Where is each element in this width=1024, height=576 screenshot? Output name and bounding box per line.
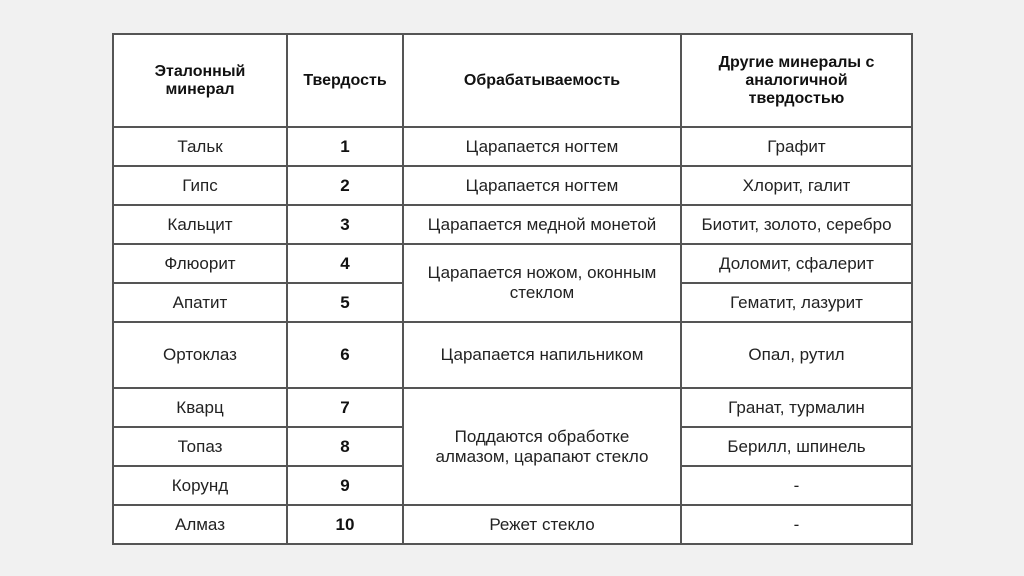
cell-hardness: 3 bbox=[287, 205, 403, 244]
cell-mineral: Апатит bbox=[113, 283, 287, 322]
cell-workability: Режет стекло bbox=[403, 505, 681, 544]
cell-workability: Поддаются обработке алмазом, царапают стекло bbox=[403, 388, 681, 505]
cell-hardness: 8 bbox=[287, 427, 403, 466]
mohs-hardness-table bbox=[112, 33, 913, 545]
cell-other-minerals: Гранат, турмалин bbox=[681, 388, 912, 427]
header-other-minerals: Другие минералы с аналогичной твердостью bbox=[681, 34, 912, 127]
cell-hardness: 1 bbox=[287, 127, 403, 166]
cell-workability: Царапается ногтем bbox=[403, 127, 681, 166]
cell-other-minerals: - bbox=[681, 466, 912, 505]
cell-other-minerals: Опал, рутил bbox=[681, 322, 912, 388]
cell-workability: Царапается ногтем bbox=[403, 166, 681, 205]
cell-workability: Царапается медной монетой bbox=[403, 205, 681, 244]
cell-hardness: 10 bbox=[287, 505, 403, 544]
cell-mineral: Алмаз bbox=[113, 505, 287, 544]
cell-other-minerals: Берилл, шпинель bbox=[681, 427, 912, 466]
cell-other-minerals: Графит bbox=[681, 127, 912, 166]
cell-workability: Царапается напильником bbox=[403, 322, 681, 388]
cell-hardness: 9 bbox=[287, 466, 403, 505]
table-row bbox=[113, 166, 912, 205]
cell-mineral: Корунд bbox=[113, 466, 287, 505]
cell-mineral: Кальцит bbox=[113, 205, 287, 244]
cell-mineral: Топаз bbox=[113, 427, 287, 466]
table-row bbox=[113, 322, 912, 388]
header-mineral: Эталонный минерал bbox=[113, 34, 287, 127]
cell-mineral: Гипс bbox=[113, 166, 287, 205]
cell-hardness: 5 bbox=[287, 283, 403, 322]
cell-hardness: 2 bbox=[287, 166, 403, 205]
cell-hardness: 4 bbox=[287, 244, 403, 283]
cell-mineral: Тальк bbox=[113, 127, 287, 166]
table-row bbox=[113, 244, 912, 283]
cell-workability: Царапается ножом, оконным стеклом bbox=[403, 244, 681, 322]
cell-hardness: 6 bbox=[287, 322, 403, 388]
cell-other-minerals: Хлорит, галит bbox=[681, 166, 912, 205]
cell-other-minerals: Доломит, сфалерит bbox=[681, 244, 912, 283]
cell-mineral: Ортоклаз bbox=[113, 322, 287, 388]
cell-hardness: 7 bbox=[287, 388, 403, 427]
table-row bbox=[113, 127, 912, 166]
header-workability: Обрабатываемость bbox=[403, 34, 681, 127]
cell-other-minerals: Биотит, золото, серебро bbox=[681, 205, 912, 244]
table-row bbox=[113, 388, 912, 427]
table-row bbox=[113, 505, 912, 544]
cell-other-minerals: - bbox=[681, 505, 912, 544]
cell-other-minerals: Гематит, лазурит bbox=[681, 283, 912, 322]
cell-mineral: Кварц bbox=[113, 388, 287, 427]
table-header-row bbox=[113, 34, 912, 127]
table-row bbox=[113, 205, 912, 244]
cell-mineral: Флюорит bbox=[113, 244, 287, 283]
header-hardness: Твердость bbox=[287, 34, 403, 127]
